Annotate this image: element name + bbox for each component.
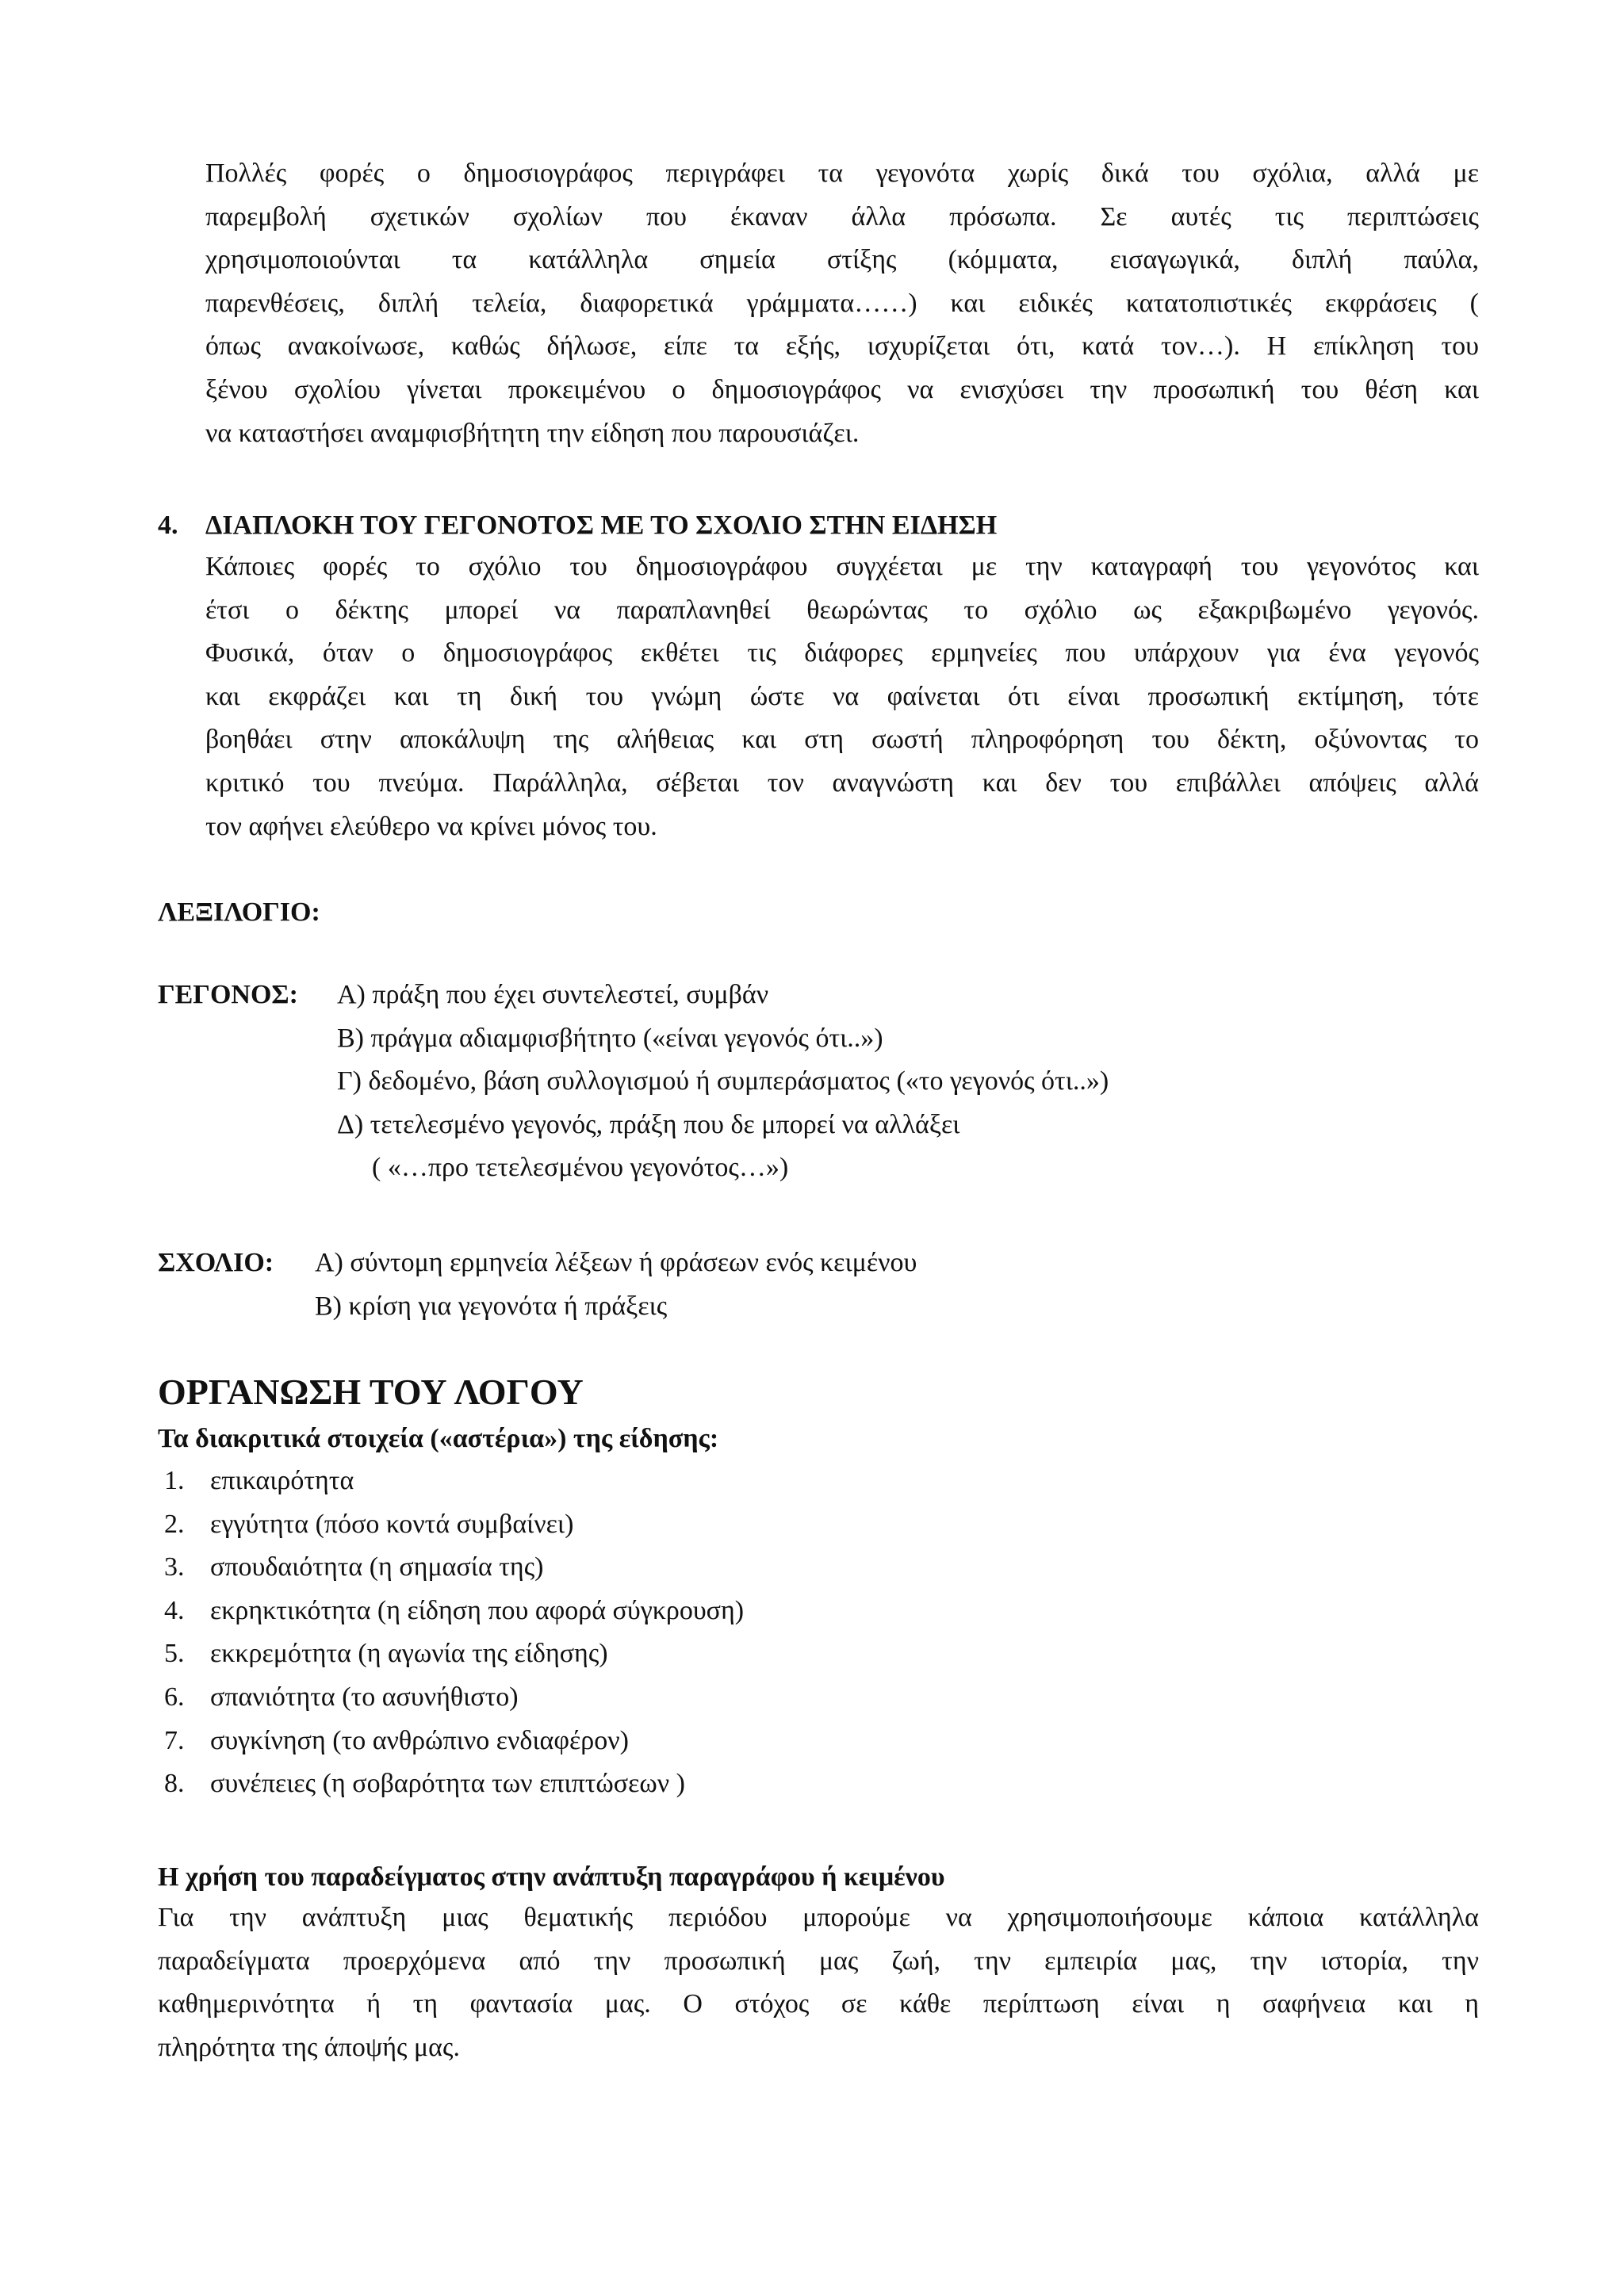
list-number: 8.	[164, 1769, 185, 1799]
list-number: 7.	[164, 1725, 185, 1755]
text-line: βοηθάει στην αποκάλυψη της αλήθειας και στη σωστή πληροφόρηση του δέκτη, οξύνοντας το	[205, 725, 1479, 755]
list-text: σπανιότητα (το ασυνήθιστο)	[210, 1682, 519, 1712]
text-line: Πολλές φορές ο δημοσιογράφος περιγράφει τα γεγονότα χωρίς δικά του σχόλια, αλλά με	[205, 159, 1479, 188]
list-text: εγγύτητα (πόσο κοντά συμβαίνει)	[210, 1509, 574, 1539]
text-line: Για την ανάπτυξη μιας θεματικής περιόδου μπορούμε να χρησιμοποιήσουμε κάποια κατάλληλα	[158, 1903, 1479, 1932]
text-line: όπως ανακοίνωσε, καθώς δήλωσε, είπε τα εξής, ισχυρίζεται ότι, κατά τον…). Η επίκληση του	[205, 331, 1479, 362]
vocab-definition: Α) σύντομη ερμηνεία λέξεων ή φράσεων ενός κειμένου	[315, 1248, 917, 1277]
list-number: 1.	[164, 1466, 185, 1495]
section-title: ΔΙΑΠΛΟΚΗ ΤΟΥ ΓΕΓΟΝΟΤΟΣ ΜΕ ΤΟ ΣΧΟΛΙΟ ΣΤΗΝ ΕΙΔΗΣΗ	[205, 511, 998, 540]
text-line: Κάποιες φορές το σχόλιο του δημοσιογράφου συγχέεται με την καταγραφή του γεγονότος και	[205, 552, 1479, 581]
text-line: παραδείγματα προερχόμενα από την προσωπική μας ζωή, την εμπειρία μας, την ιστορία, την	[158, 1946, 1479, 1976]
text-line: κριτικό του πνεύμα. Παράλληλα, σέβεται τον αναγνώστη και δεν του επιβάλλει απόψεις αλλά	[205, 767, 1479, 798]
list-text: συγκίνηση (το ανθρώπινο ενδιαφέρον)	[210, 1725, 629, 1755]
section-4-paragraph	[205, 545, 1479, 848]
list-text: συνέπειες (η σοβαρότητα των επιπτώσεων )	[210, 1769, 685, 1799]
text-line: να καταστήσει αναμφισβήτητη την είδηση που παρουσιάζει.	[205, 418, 860, 448]
list-item	[164, 1762, 1433, 1806]
list-item	[164, 1632, 1433, 1676]
vocab-definition: Β) πράγμα αδιαμφισβήτητο («είναι γεγονός ότι..»)	[337, 1023, 883, 1053]
vocab-entry-scholio	[158, 1242, 1506, 1328]
list-text: εκρηκτικότητα (η είδηση που αφορά σύγκρουση)	[210, 1595, 745, 1625]
section-number: 4.	[158, 511, 178, 540]
list-text: εκκρεμότητα (η αγωνία της είδησης)	[210, 1639, 608, 1669]
list-number: 2.	[164, 1509, 185, 1539]
text-line: πληρότητα της άποψής μας.	[158, 2032, 460, 2062]
text-line: καθημερινότητα ή τη φαντασία μας. Ο στόχος σε κάθε περίπτωση είναι η σαφήνεια και η	[158, 1989, 1479, 2019]
example-heading: Η χρήση του παραδείγματος στην ανάπτυξη παραγράφου ή κειμένου	[158, 1862, 945, 1892]
list-item	[164, 1676, 1433, 1720]
example-paragraph	[158, 1896, 1479, 2069]
paragraph-quotes	[205, 152, 1479, 455]
text-line: Φυσικά, όταν ο δημοσιογράφος εκθέτει τις διάφορες ερμηνείες που υπάρχουν για ένα γεγονός	[205, 638, 1479, 668]
organosi-subtitle: Τα διακριτικά στοιχεία («αστέρια») της είδησης:	[158, 1424, 719, 1453]
list-item	[164, 1546, 1433, 1590]
vocab-definition: Δ) τετελεσμένο γεγονός, πράξη που δε μπορεί να αλλάξει	[337, 1109, 960, 1139]
vocab-definition-continuation: ( «…προ τετελεσμένου γεγονότος…»)	[372, 1153, 789, 1183]
vocab-definition: Β) κρίση για γεγονότα ή πράξεις	[315, 1291, 668, 1321]
text-line: παρενθέσεις, διπλή τελεία, διαφορετικά γράμματα……) και ειδικές κατατοπιστικές εκφράσεις (	[205, 288, 1479, 318]
vocab-definition: Α) πράξη που έχει συντελεστεί, συμβάν	[337, 980, 769, 1009]
list-item	[164, 1720, 1433, 1763]
text-line: τον αφήνει ελεύθερο να κρίνει μόνος του.	[205, 811, 657, 841]
vocab-term: ΣΧΟΛΙΟ:	[158, 1248, 274, 1277]
text-line: χρησιμοποιούνται τα κατάλληλα σημεία στίξης (κόμματα, εισαγωγικά, διπλή παύλα,	[205, 245, 1479, 275]
list-item	[164, 1503, 1433, 1547]
vocab-definition: Γ) δεδομένο, βάση συλλογισμού ή συμπεράσματος («το γεγονός ότι..»)	[337, 1066, 1109, 1096]
vocabulary-heading: ΛΕΞΙΛΟΓΙΟ:	[158, 897, 320, 927]
features-list	[164, 1460, 1433, 1806]
list-item	[164, 1460, 1433, 1503]
list-item	[164, 1590, 1433, 1633]
organosi-title: ΟΡΓΑΝΩΣΗ ΤΟΥ ΛΟΓΟΥ	[158, 1372, 584, 1412]
text-line: ξένου σχολίου γίνεται προκειμένου ο δημοσιογράφος να ενισχύσει την προσωπική του θέση και	[205, 374, 1479, 404]
list-text: επικαιρότητα	[210, 1466, 354, 1495]
text-line: και εκφράζει και τη δική του γνώμη ώστε να φαίνεται ότι είναι προσωπική εκτίμηση, τότε	[205, 681, 1479, 711]
list-text: σπουδαιότητα (η σημασία της)	[210, 1552, 544, 1582]
text-line: παρεμβολή σχετικών σχολίων που έκαναν άλλα πρόσωπα. Σε αυτές τις περιπτώσεις	[205, 201, 1479, 232]
list-number: 3.	[164, 1552, 185, 1582]
list-number: 6.	[164, 1682, 185, 1712]
list-number: 5.	[164, 1639, 185, 1669]
text-line: έτσι ο δέκτης μπορεί να παραπλανηθεί θεωρώντας το σχόλιο ως εξακριβωμένο γεγονός.	[205, 595, 1479, 625]
vocab-entry-gegonos	[158, 974, 1506, 1190]
list-number: 4.	[164, 1595, 185, 1625]
vocab-term: ΓΕΓΟΝΟΣ:	[158, 980, 298, 1009]
section-4-heading	[158, 504, 997, 547]
